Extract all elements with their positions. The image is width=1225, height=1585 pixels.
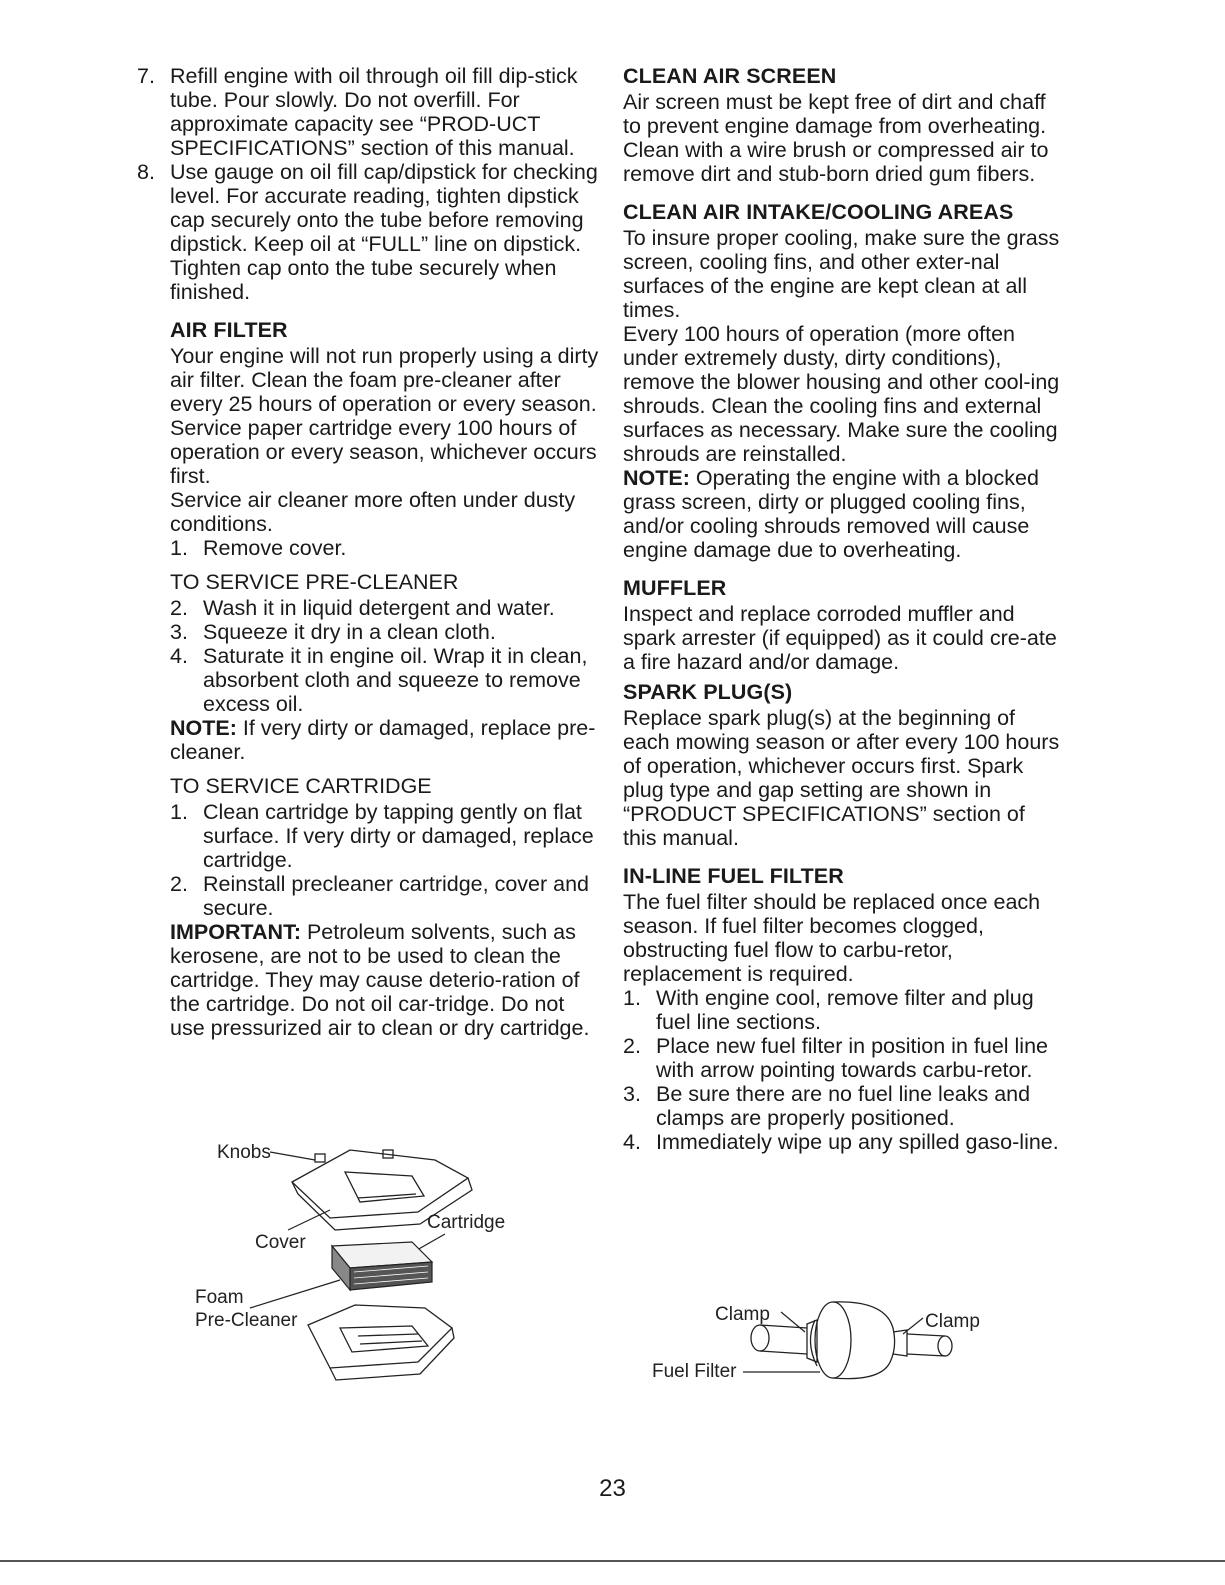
left-column (137, 64, 602, 1040)
pre-cleaner-note (170, 716, 602, 764)
list-item (623, 986, 1063, 1034)
intake-cooling-note (623, 466, 1063, 562)
step-text: Use gauge on oil fill cap/dipstick for checking level. For accurate reading, tighten dipstick cap securely onto the tube before removing dipstick. Keep oil at “FULL” line on dipstick. Tighten cap onto the tube securely when finished. (170, 160, 598, 304)
pre-cleaner-heading: TO SERVICE PRE-CLEANER (170, 570, 459, 594)
fuel-filter-diagram (645, 1290, 1005, 1410)
step-number: 4. (623, 1130, 641, 1154)
step-number: 1. (623, 986, 641, 1010)
bottom-rule (0, 1560, 1225, 1562)
important-label: IMPORTANT: (170, 920, 301, 944)
clamp-right-leader-line (903, 1318, 923, 1334)
list-item (137, 64, 602, 160)
step-text: Remove cover. (203, 536, 347, 560)
pre-cleaner-steps (170, 596, 602, 716)
knobs-label: Knobs (217, 1142, 271, 1163)
step-number: 2. (170, 596, 188, 620)
clamp-right-label: Clamp (925, 1311, 980, 1332)
intake-cooling-paragraph: To insure proper cooling, make sure the grass screen, cooling fins, and other exter-nal surfaces of the engine are kept clean at all times. (623, 226, 1060, 322)
list-item (170, 536, 602, 560)
fuel-filter-text: The fuel filter should be replaced once each season. If fuel filter becomes clogged, obstructing fuel flow to carbu-retor, replacement is required. (623, 890, 1041, 986)
important-notice (170, 920, 602, 1040)
list-item (623, 1034, 1063, 1082)
right-column (623, 64, 1063, 1154)
cover-leader-line (288, 1210, 330, 1230)
foam-leader-line (250, 1280, 340, 1308)
step-number: 4. (170, 644, 188, 668)
step-text: Be sure there are no fuel line leaks and clamps are properly positioned. (656, 1082, 1031, 1130)
step-number: 3. (623, 1082, 641, 1106)
clamp-left-label: Clamp (715, 1304, 770, 1325)
step-text: With engine cool, remove filter and plug fuel line sections. (656, 986, 1034, 1034)
step-number: 1. (170, 800, 188, 824)
step-text: Refill engine with oil through oil fill dip-stick tube. Pour slowly. Do not overfill. For approximate capacity see “PROD-UCT SPECIFICATIONS” section of this manual. (170, 64, 578, 160)
list-item (170, 800, 602, 872)
note-label: NOTE: (623, 466, 690, 490)
step-text: Squeeze it dry in a clean cloth. (203, 620, 496, 644)
list-item (623, 1130, 1063, 1154)
note-text: If very dirty or damaged, replace pre-cleaner. (170, 716, 596, 764)
note-label: NOTE: (170, 716, 237, 740)
step-text: Reinstall precleaner cartridge, cover and secure. (203, 872, 590, 920)
foam-label: Foam (195, 1287, 244, 1308)
step-number: 8. (137, 160, 155, 184)
fuel-filter-label: Fuel Filter (652, 1361, 737, 1382)
air-filter-paragraph-2: Service air cleaner more often under dusty conditions. (170, 488, 576, 536)
clean-air-screen-text: Air screen must be kept free of dirt and chaff to prevent engine damage from overheating. Clean with a wire brush or compressed air to remove dirt and stub-born dried gum fibers. (623, 90, 1049, 186)
list-item (170, 620, 602, 644)
air-filter-heading: AIR FILTER (170, 318, 288, 342)
list-item (623, 1082, 1063, 1130)
step-text: Saturate it in engine oil. Wrap it in clean, absorbent cloth and squeeze to remove excess oil. (203, 644, 588, 716)
cartridge-label: Cartridge (427, 1212, 506, 1233)
fuel-filter-heading: IN-LINE FUEL FILTER (623, 864, 844, 888)
air-filter-paragraph: Your engine will not run properly using a dirty air filter. Clean the foam pre-cleaner after every 25 hours of operation or every season. Service paper cartridge every 100 hours of operation or every season, whichever occurs first. (170, 344, 599, 488)
knobs-leader-line (270, 1152, 315, 1160)
clean-air-screen-heading: CLEAN AIR SCREEN (623, 64, 837, 88)
oil-refill-steps (137, 64, 602, 304)
fuel-filter-steps (623, 986, 1063, 1154)
list-item (170, 644, 602, 716)
cartridge-drawing (332, 1242, 432, 1290)
air-filter-diagram (180, 1130, 540, 1400)
pre-cleaner-label: Pre-Cleaner (195, 1310, 298, 1331)
cover-label: Cover (255, 1232, 306, 1253)
cartridge-steps (170, 800, 602, 920)
spark-plug-text: Replace spark plug(s) at the beginning of each mowing season or after every 100 hours of operation, whichever occurs first. Spark plug type and gap setting are shown in “PRODUCT SPECIFICATIONS” section of this manual. (623, 706, 1060, 850)
pre-cleaner-drawing (308, 1305, 454, 1380)
fuel-filter-drawing (751, 1302, 952, 1379)
cartridge-heading: TO SERVICE CARTRIDGE (170, 774, 432, 798)
step-number: 2. (170, 872, 188, 896)
note-text: Operating the engine with a blocked grass screen, dirty or plugged cooling fins, and/or cooling shrouds removed will cause engine damage due to overheating. (623, 466, 1039, 562)
list-item (170, 596, 602, 620)
step-number: 3. (170, 620, 188, 644)
step-text: Clean cartridge by tapping gently on flat surface. If very dirty or damaged, replace cartridge. (203, 800, 594, 872)
muffler-heading: MUFFLER (623, 576, 727, 600)
step-number: 1. (170, 536, 188, 560)
step-text: Place new fuel filter in position in fuel line with arrow pointing towards carbu-retor. (656, 1034, 1048, 1082)
clamp-left-leader-line (781, 1312, 805, 1332)
intake-cooling-heading: CLEAN AIR INTAKE/COOLING AREAS (623, 200, 1014, 224)
intake-cooling-paragraph-2: Every 100 hours of operation (more often under extremely dusty, dirty conditions), remove the blower housing and other cool-ing shrouds. Clean the cooling fins and external surfaces as necessary. Make sure the cooling shrouds are reinstalled. (623, 322, 1060, 466)
important-text: Petroleum solvents, such as kerosene, are not to be used to clean the cartridge. They may cause deterio-ration of the cartridge. Do not oil car-tridge. Do not use pressurized air to clean or dry cartridge. (170, 920, 590, 1040)
step-number: 2. (623, 1034, 641, 1058)
list-item (170, 872, 602, 920)
muffler-text: Inspect and replace corroded muffler and spark arrester (if equipped) as it could cre-ate a fire hazard and/or damage. (623, 602, 1057, 674)
step-text: Immediately wipe up any spilled gaso-line. (656, 1130, 1059, 1154)
page-number: 23 (599, 1475, 626, 1502)
step-text: Wash it in liquid detergent and water. (203, 596, 555, 620)
step-number: 7. (137, 64, 155, 88)
list-item (137, 160, 602, 304)
spark-plug-heading: SPARK PLUG(S) (623, 680, 793, 704)
